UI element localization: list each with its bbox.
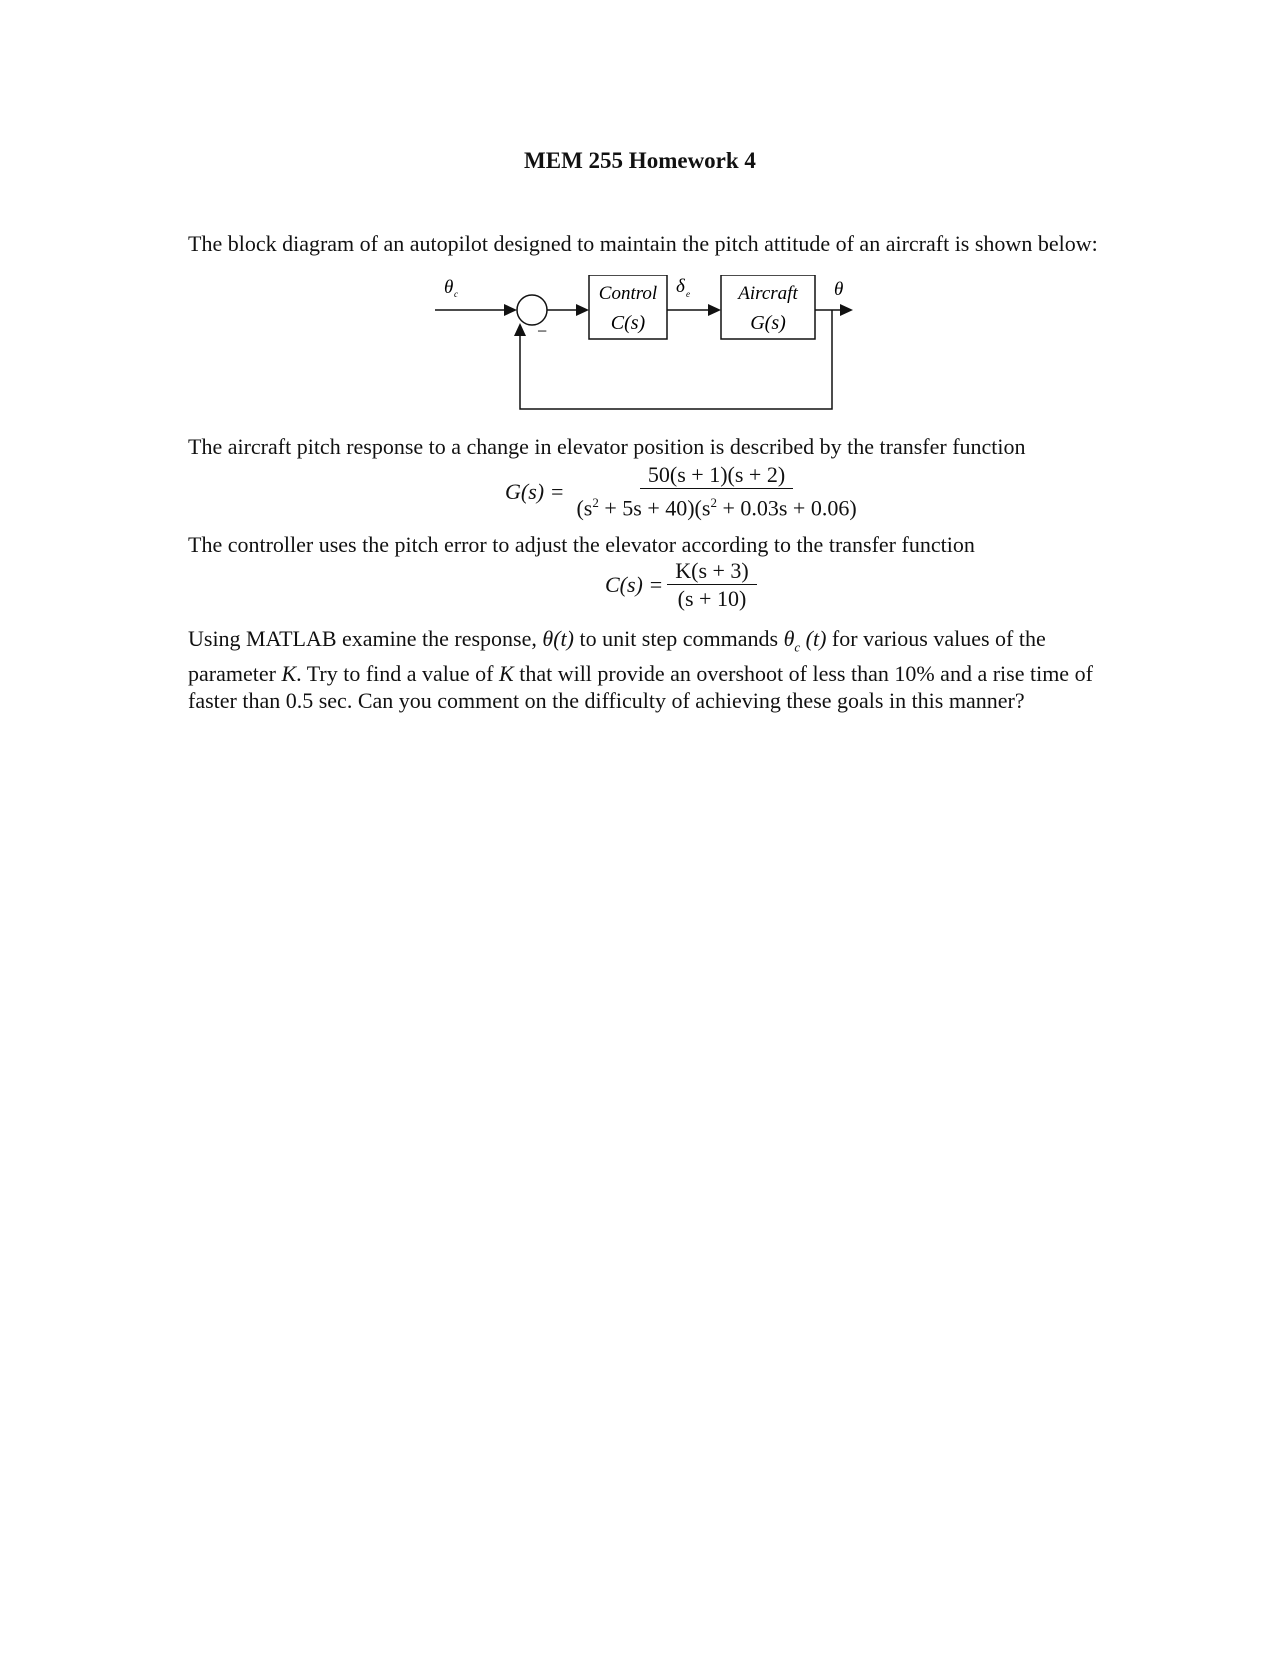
- controller-transfer-function: [605, 558, 757, 612]
- page-title: MEM 255 Homework 4: [524, 148, 756, 173]
- delta-label: δ: [676, 276, 685, 297]
- input-arrowhead: [504, 304, 517, 316]
- theta-t-symbol: θ(t): [542, 626, 574, 651]
- block-diagram: [400, 275, 860, 415]
- controller-tf-denominator: (s + 10): [677, 586, 747, 611]
- plant-tf-denominator: $(s^2 + 5s + 40)(s^2 + 0.03s + 0.06)$: [576, 495, 857, 521]
- output-theta-label: θ: [834, 279, 844, 300]
- controller-paragraph: The controller uses the pitch error to adjust the elevator according to the transfer function: [188, 532, 975, 557]
- question-paragraph: Using MATLAB examine the response, θ(t) to unit step commands $\theta_c$ (t) for various values of the parameter K. Try to find a value of K that will provide an overshoot of less than 10% and a rise time of faster than 0.5 sec. Can you comment on the difficulty of achieving these goals in this manner?: [188, 626, 1093, 714]
- input-theta-label: θ: [444, 277, 454, 298]
- input-subscript: c: [454, 289, 458, 299]
- k-symbol: K: [499, 661, 514, 687]
- output-arrowhead: [840, 304, 853, 316]
- delta-subscript: e: [686, 289, 690, 299]
- controller-tf-numerator: K(s + 3): [667, 558, 757, 585]
- plant-tf-numerator: 50(s + 1)(s + 2): [640, 462, 793, 489]
- feedback-arrowhead: [514, 323, 526, 336]
- plant-tf-fraction: [568, 462, 864, 521]
- controller-tf-lhs: C(s) =: [605, 572, 664, 597]
- elevator-arrowhead: [708, 304, 721, 316]
- feedback-minus-sign: −: [537, 321, 548, 341]
- controller-tf: C(s): [610, 312, 646, 334]
- aircraft-tf: G(s): [750, 312, 786, 334]
- plant-transfer-function: [505, 462, 865, 521]
- k-symbol: K: [281, 661, 297, 687]
- aircraft-label: Aircraft: [738, 283, 798, 304]
- controller-label: Control: [598, 283, 658, 304]
- plant-tf-lhs: G(s) =: [505, 478, 565, 504]
- intro-paragraph: The block diagram of an autopilot designed to maintain the pitch attitude of an aircraft is shown below:: [188, 231, 1098, 256]
- error-arrowhead: [576, 304, 589, 316]
- controller-tf-fraction: [667, 558, 757, 612]
- theta-c-symbol: θ: [783, 626, 795, 651]
- plant-paragraph: The aircraft pitch response to a change in elevator position is described by the transfer function: [188, 434, 1026, 459]
